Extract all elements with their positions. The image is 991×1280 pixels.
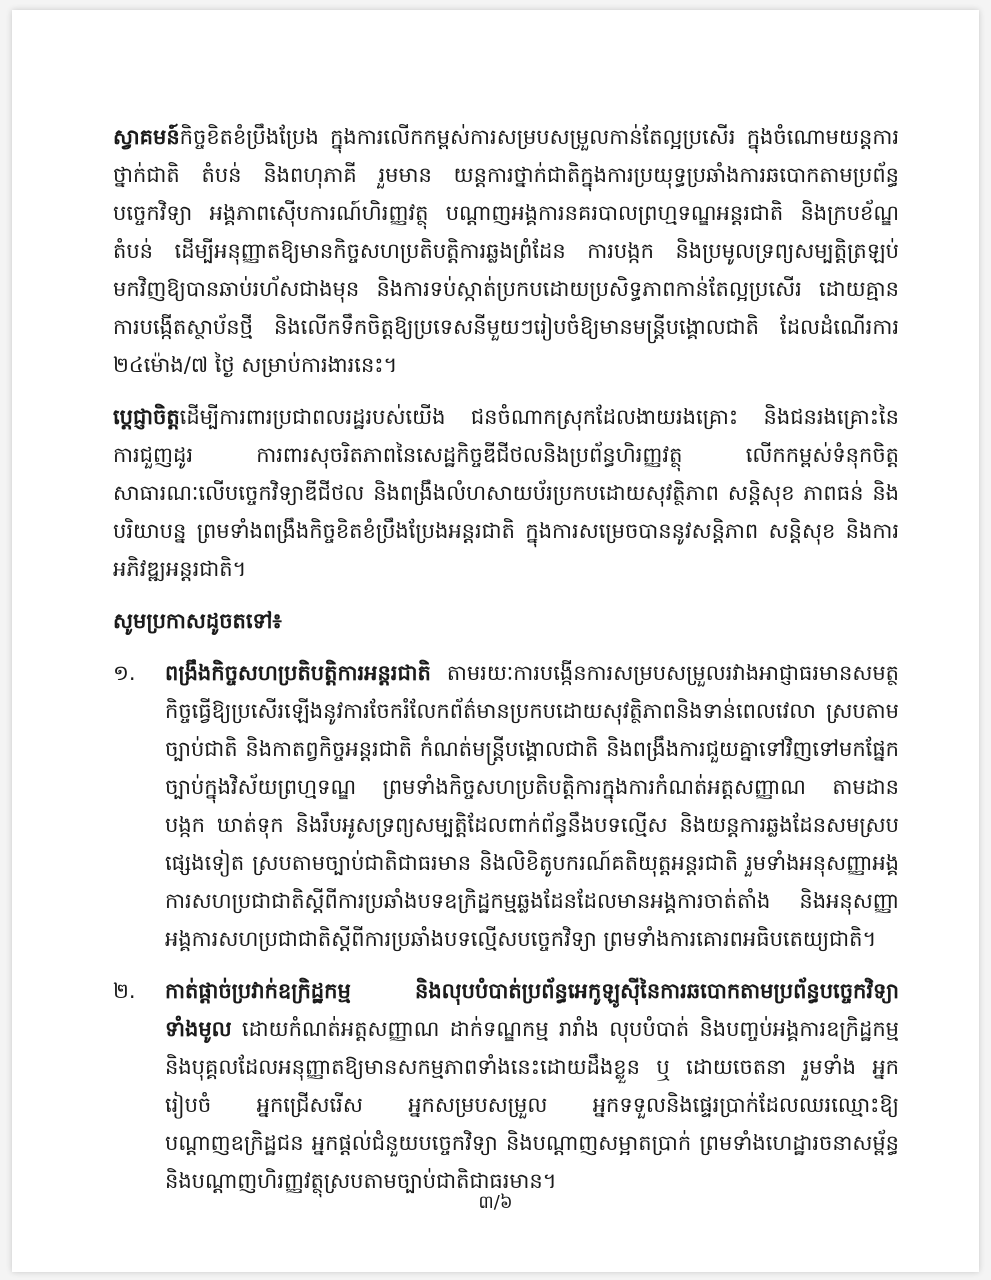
document-page [12,10,979,1272]
list-item-title: កាត់ផ្តាច់ប្រវាក់ឧក្រិដ្ឋកម្ម និងលុបបំបាត់ប្រព័ន្ធអេកូឡូស៊ីនៃការឆបោកតាមប្រព័ន្ធបច្ចេកវិទ្យាទាំងមូល [165,979,899,1041]
list-item-text: ដោយកំណត់អត្តសញ្ញាណ ដាក់ទណ្ឌកម្ម រារាំង លុបបំបាត់ និងបញ្ចប់អង្គការឧក្រិដ្ឋកម្ម និងបុគ្គលដែលអនុញ្ញាតឱ្យមានសកម្មភាពទាំងនេះដោយដឹងខ្លួន ឬ ដោយចេតនា រួមទាំង អ្នករៀបចំ អ្នកជ្រើសរើស អ្នកសម្របសម្រួល អ្នកទទួលនិងផ្ទេរប្រាក់ដែលឈរឈ្មោះឱ្យបណ្តាញឧក្រិដ្ឋជន អ្នកផ្តល់ជំនួយបច្ចេកវិទ្យា និងបណ្តាញសម្អាតប្រាក់ ព្រមទាំងហេដ្ឋារចនាសម្ព័ន្ធ និងបណ្តាញហិរញ្ញវត្ថុស្របតាមច្បាប់ជាតិជាធរមាន។ [165,1017,899,1193]
list-item [113,972,899,1200]
list-item-title: ពង្រឹងកិច្ចសហប្រតិបត្តិការអន្តរជាតិ [165,661,431,685]
list-item [113,654,899,958]
paragraph-lead: ប្តេជ្ញាចិត្ត [113,405,180,429]
list-item-text: តាមរយៈការបង្កើនការសម្របសម្រួលរវាងអាជ្ញាធរមានសមត្ថកិច្ចធ្វើឱ្យប្រសើរឡើងនូវការចែករំលែកព័ត៌មានប្រកបដោយសុវត្ថិភាពនិងទាន់ពេលវេលា ស្របតាមច្បាប់ជាតិ និងកាតព្វកិច្ចអន្តរជាតិ កំណត់មន្ត្រីបង្គោលជាតិ និងពង្រឹងការជួយគ្នាទៅវិញទៅមកផ្នែកច្បាប់ក្នុងវិស័យព្រហ្មទណ្ឌ ព្រមទាំងកិច្ចសហប្រតិបត្តិការក្នុងការកំណត់អត្តសញ្ញាណ តាមដាន បង្កក ឃាត់ទុក និងរឹបអូសទ្រព្យសម្បត្តិដែលពាក់ព័ន្ធនឹងបទល្មើស និងយន្តការឆ្លងដែនសមស្របផ្សេងទៀត ស្របតាមច្បាប់ជាតិជាធរមាន និងលិខិតូបករណ៍គតិយុត្តអន្តរជាតិ រួមទាំងអនុសញ្ញាអង្គការសហប្រជាជាតិស្តីពីការប្រឆាំងបទឧក្រិដ្ឋកម្មឆ្លងដែនដែលមានអង្គការចាត់តាំង និងអនុសញ្ញាអង្គការសហប្រជាជាតិស្តីពីការប្រឆាំងបទល្មើសបច្ចេកវិទ្យា ព្រមទាំងការគោរពអធិបតេយ្យជាតិ។ [165,661,899,951]
paragraph-text: កិច្ចខិតខំប្រឹងប្រែង ក្នុងការលើកកម្ពស់ការសម្របសម្រួលកាន់តែល្អប្រសើរ ក្នុងចំណោមយន្តការថ្នាក់ជាតិ តំបន់ និងពហុភាគី រួមមាន យន្តការថ្នាក់ជាតិក្នុងការប្រយុទ្ធប្រឆាំងការឆបោកតាមប្រព័ន្ធបច្ចេកវិទ្យា អង្គភាពស៊ើបការណ៍ហិរញ្ញវត្ថុ បណ្តាញអង្គការនគរបាលព្រហ្មទណ្ឌអន្តរជាតិ និងក្របខ័ណ្ឌតំបន់ ដើម្បីអនុញ្ញាតឱ្យមានកិច្ចសហប្រតិបត្តិការឆ្លងព្រំដែន ការបង្កក និងប្រមូលទ្រព្យសម្បត្តិត្រឡប់មកវិញឱ្យបានឆាប់រហ័សជាងមុន និងការទប់ស្កាត់ប្រកបដោយប្រសិទ្ធភាពកាន់តែល្អប្រសើរ ដោយគ្មានការបង្កើតស្ថាប័នថ្មី និងលើកទឹកចិត្តឱ្យប្រទេសនីមួយៗរៀបចំឱ្យមានមន្ត្រីបង្គោលជាតិ ដែលដំណើរការ ២៤ម៉ោង/៧ ថ្ងៃ សម្រាប់ការងារនេះ។ [113,125,899,377]
list-item-number: ២. [113,979,136,1003]
section-heading: សូមប្រកាសដូចតទៅ៖ [113,609,282,633]
paragraph-welcome [113,118,899,384]
paragraph-commitment [113,398,899,588]
paragraph-text: ដើម្បីការពារប្រជាពលរដ្ឋរបស់យើង ជនចំណាកស្រុកដែលងាយរងគ្រោះ និងជនរងគ្រោះនៃការជួញដូរ ការពារសុចរិតភាពនៃសេដ្ឋកិច្ចឌីជីថលនិងប្រព័ន្ធហិរញ្ញវត្ថុ លើកកម្ពស់ទំនុកចិត្តសាធារណៈលើបច្ចេកវិទ្យាឌីជីថល និងពង្រឹងលំហសាយប័រប្រកបដោយសុវត្ថិភាព សន្តិសុខ ភាពធន់ និងបរិយាបន្ន ព្រមទាំងពង្រឹងកិច្ចខិតខំប្រឹងប្រែងអន្តរជាតិ ក្នុងការសម្រេចបាននូវសន្តិភាព សន្តិសុខ និងការអភិវឌ្ឍអន្តរជាតិ។ [113,405,899,581]
document-body [113,118,899,1214]
page-number: ៣/៦ [478,1192,513,1213]
paragraph-lead: ស្វាគមន៍ [113,125,180,149]
list-item-number: ១. [113,661,136,685]
